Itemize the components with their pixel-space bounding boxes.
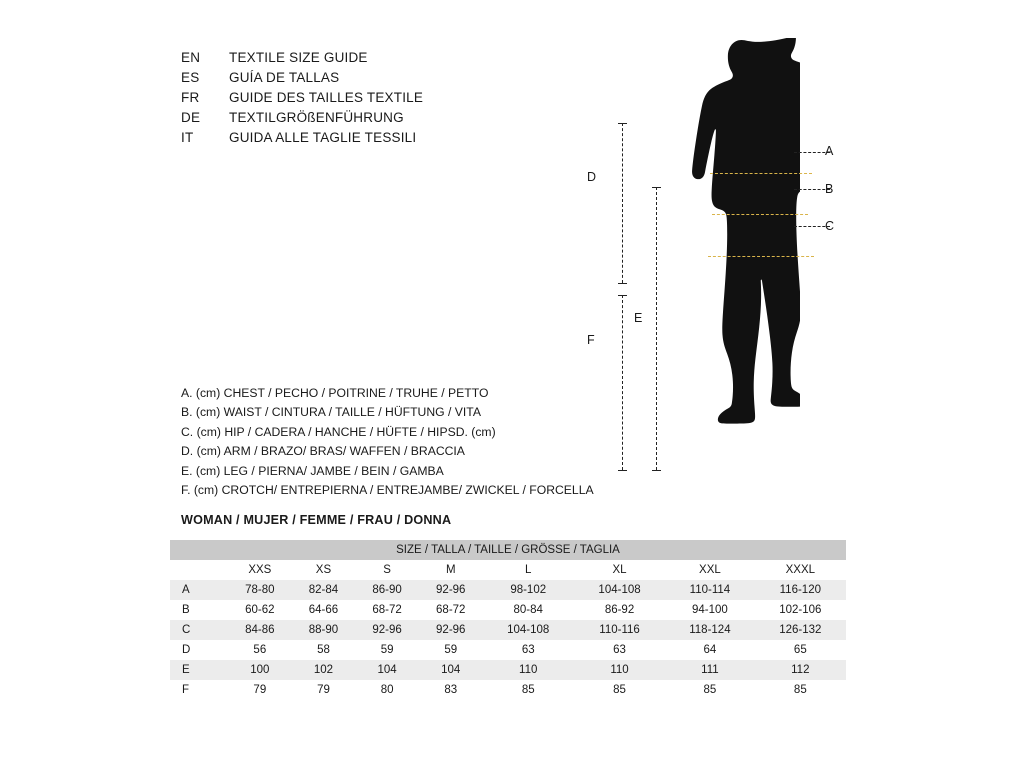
table-row-label: E	[170, 660, 228, 680]
table-row-label: F	[170, 680, 228, 700]
table-cell: 80	[355, 680, 419, 700]
woman-section-label: WOMAN / MUJER / FEMME / FRAU / DONNA	[181, 513, 452, 527]
table-cell: 92-96	[355, 620, 419, 640]
table-cell: 104	[355, 660, 419, 680]
table-col-header: XXL	[665, 560, 754, 580]
figure-label-a: A	[825, 144, 834, 158]
table-cell: 104	[419, 660, 483, 680]
size-table	[170, 540, 846, 700]
title-lang-es: ES	[181, 70, 200, 85]
table-col-header: S	[355, 560, 419, 580]
arm-measure-tick-top	[618, 123, 627, 124]
table-header-row	[170, 560, 846, 580]
table-cell: 68-72	[419, 600, 483, 620]
title-text-fr: GUIDE DES TAILLES TEXTILE	[229, 90, 424, 105]
table-cell: 63	[483, 640, 574, 660]
table-cell: 78-80	[228, 580, 292, 600]
table-cell: 118-124	[665, 620, 754, 640]
table-col-header: XXS	[228, 560, 292, 580]
figure-label-e: E	[634, 311, 643, 325]
arm-measure-bar	[622, 123, 623, 283]
table-row	[170, 620, 846, 640]
leg-measure-bar	[656, 187, 657, 470]
crotch-measure-tick-top	[618, 295, 627, 296]
table-col-header: XS	[292, 560, 356, 580]
crotch-measure-bar	[622, 295, 623, 470]
table-cell: 100	[228, 660, 292, 680]
table-col-header: L	[483, 560, 574, 580]
table-row	[170, 660, 846, 680]
table-cell: 82-84	[292, 580, 356, 600]
table-cell: 59	[355, 640, 419, 660]
table-cell: 98-102	[483, 580, 574, 600]
table-row	[170, 600, 846, 620]
leg-measure-tick-bottom	[652, 470, 661, 471]
table-title: SIZE / TALLA / TAILLE / GRÖSSE / TAGLIA	[170, 540, 846, 560]
table-corner-cell	[170, 560, 228, 580]
title-row	[181, 70, 601, 90]
table-cell: 59	[419, 640, 483, 660]
legend-item-b: B. (cm) WAIST / CINTURA / TAILLE / HÜFTUNG / VITA	[181, 405, 481, 420]
table-cell: 65	[755, 640, 846, 660]
table-cell: 85	[574, 680, 665, 700]
figure-label-f: F	[587, 333, 595, 347]
hip-measure-line	[708, 256, 814, 257]
woman-silhouette-icon	[685, 38, 800, 483]
table-title-row	[170, 540, 846, 560]
table-cell: 86-90	[355, 580, 419, 600]
title-lang-fr: FR	[181, 90, 200, 105]
table-cell: 110-114	[665, 580, 754, 600]
waist-measure-line	[712, 214, 808, 215]
crotch-measure-tick-bottom	[618, 470, 627, 471]
table-col-header: M	[419, 560, 483, 580]
table-row	[170, 640, 846, 660]
title-lang-de: DE	[181, 110, 201, 125]
title-row	[181, 90, 601, 110]
table-cell: 83	[419, 680, 483, 700]
legend-item-a: A. (cm) CHEST / PECHO / POITRINE / TRUHE / PETTO	[181, 386, 489, 400]
table-cell: 85	[483, 680, 574, 700]
body-measurement-diagram	[560, 30, 890, 480]
table-cell: 104-108	[483, 620, 574, 640]
table-cell: 110	[574, 660, 665, 680]
table-cell: 111	[665, 660, 754, 680]
table-row	[170, 580, 846, 600]
table-cell: 64	[665, 640, 754, 660]
table-cell: 79	[228, 680, 292, 700]
table-cell: 116-120	[755, 580, 846, 600]
table-row-label: D	[170, 640, 228, 660]
table-row-label: C	[170, 620, 228, 640]
arm-measure-tick-bottom	[618, 283, 627, 284]
title-lang-en: EN	[181, 50, 201, 65]
title-text-de: TEXTILGRÖßENFÜHRUNG	[229, 110, 404, 125]
table-cell: 88-90	[292, 620, 356, 640]
table-col-header: XXXL	[755, 560, 846, 580]
legend-item-c: C. (cm) HIP / CADERA / HANCHE / HÜFTE / HIPSD. (cm)	[181, 424, 496, 439]
table-cell: 58	[292, 640, 356, 660]
title-row	[181, 130, 601, 150]
title-row	[181, 50, 601, 70]
table-cell: 112	[755, 660, 846, 680]
table-cell: 102-106	[755, 600, 846, 620]
legend-item-d: D. (cm) ARM / BRAZO/ BRAS/ WAFFEN / BRACCIA	[181, 444, 465, 459]
title-text-es: GUÍA DE TALLAS	[229, 70, 340, 85]
title-row	[181, 110, 601, 130]
table-cell: 102	[292, 660, 356, 680]
table-cell: 84-86	[228, 620, 292, 640]
table-cell: 60-62	[228, 600, 292, 620]
table-col-header: XL	[574, 560, 665, 580]
table-row-label: A	[170, 580, 228, 600]
table-cell: 68-72	[355, 600, 419, 620]
table-cell: 85	[665, 680, 754, 700]
table-cell: 80-84	[483, 600, 574, 620]
figure-label-c: C	[825, 219, 835, 233]
legend-item-f: F. (cm) CROTCH/ ENTREPIERNA / ENTREJAMBE/ ZWICKEL / FORCELLA	[181, 483, 594, 498]
table-cell: 92-96	[419, 620, 483, 640]
legend-item-e: E. (cm) LEG / PIERNA/ JAMBE / BEIN / GAMBA	[181, 463, 444, 478]
title-text-en: TEXTILE SIZE GUIDE	[229, 50, 368, 65]
table-row	[170, 680, 846, 700]
table-cell: 64-66	[292, 600, 356, 620]
chest-measure-line	[710, 173, 812, 174]
table-cell: 79	[292, 680, 356, 700]
leg-measure-tick-top	[652, 187, 661, 188]
figure-label-b: B	[825, 182, 834, 196]
figure-label-d: D	[587, 170, 597, 184]
table-cell: 126-132	[755, 620, 846, 640]
table-cell: 63	[574, 640, 665, 660]
title-block	[181, 50, 601, 150]
table-cell: 92-96	[419, 580, 483, 600]
table-cell: 56	[228, 640, 292, 660]
table-cell: 85	[755, 680, 846, 700]
table-row-label: B	[170, 600, 228, 620]
title-text-it: GUIDA ALLE TAGLIE TESSILI	[229, 130, 417, 145]
table-cell: 86-92	[574, 600, 665, 620]
table-cell: 110	[483, 660, 574, 680]
table-cell: 94-100	[665, 600, 754, 620]
table-cell: 110-116	[574, 620, 665, 640]
table-cell: 104-108	[574, 580, 665, 600]
title-lang-it: IT	[181, 130, 194, 145]
